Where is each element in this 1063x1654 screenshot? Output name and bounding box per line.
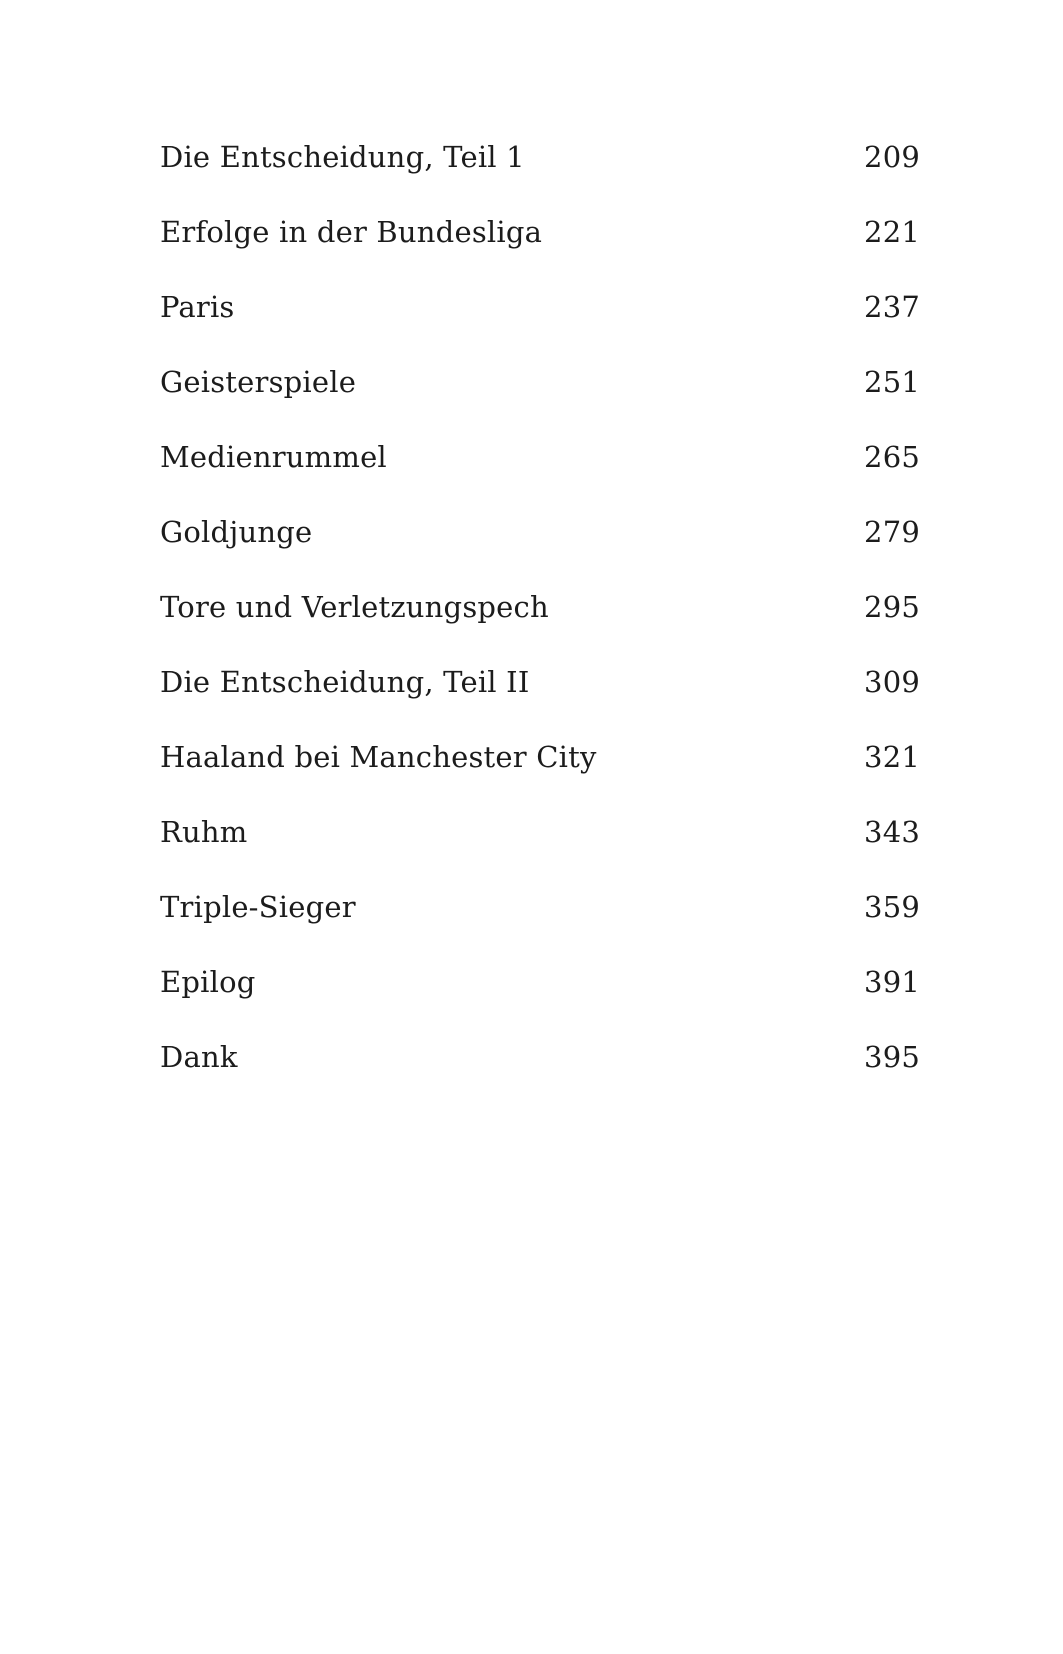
toc-entry: [160, 582, 920, 657]
toc-entry-title: Dank: [160, 1040, 238, 1074]
toc-entry-page: 309: [864, 665, 920, 699]
toc-entry: [160, 957, 920, 1032]
toc-entry-page: 321: [864, 740, 920, 774]
toc-entry-title: Medienrummel: [160, 440, 387, 474]
toc-entry-title: Triple-Sieger: [160, 890, 356, 924]
toc-entry: [160, 432, 920, 507]
toc-entry-page: 221: [864, 215, 920, 249]
toc-entry-title: Haaland bei Manchester City: [160, 740, 597, 774]
toc-entry-page: 395: [864, 1040, 920, 1074]
toc-entry-title: Epilog: [160, 965, 256, 999]
toc-entry: [160, 807, 920, 882]
toc-entry: [160, 1032, 920, 1107]
toc-entry: [160, 657, 920, 732]
toc-entry: [160, 357, 920, 432]
toc-entry-title: Die Entscheidung, Teil II: [160, 665, 530, 699]
table-of-contents: [160, 132, 920, 1107]
toc-entry-title: Geisterspiele: [160, 365, 357, 399]
toc-entry-page: 265: [864, 440, 920, 474]
toc-entry-page: 359: [864, 890, 920, 924]
toc-entry-page: 279: [864, 515, 920, 549]
toc-entry: [160, 132, 920, 207]
toc-entry: [160, 882, 920, 957]
toc-entry: [160, 507, 920, 582]
toc-entry-page: 391: [864, 965, 920, 999]
toc-entry: [160, 282, 920, 357]
toc-entry-page: 251: [864, 365, 920, 399]
toc-entry-title: Tore und Verletzungspech: [160, 590, 549, 624]
toc-entry-page: 209: [864, 140, 920, 174]
toc-entry-title: Ruhm: [160, 815, 248, 849]
toc-entry: [160, 207, 920, 282]
toc-entry-page: 237: [864, 290, 920, 324]
toc-entry-page: 295: [864, 590, 920, 624]
toc-entry-title: Paris: [160, 290, 235, 324]
toc-entry-page: 343: [864, 815, 920, 849]
toc-entry-title: Goldjunge: [160, 515, 313, 549]
toc-entry: [160, 732, 920, 807]
toc-entry-title: Erfolge in der Bundesliga: [160, 215, 543, 249]
toc-entry-title: Die Entscheidung, Teil 1: [160, 140, 525, 174]
